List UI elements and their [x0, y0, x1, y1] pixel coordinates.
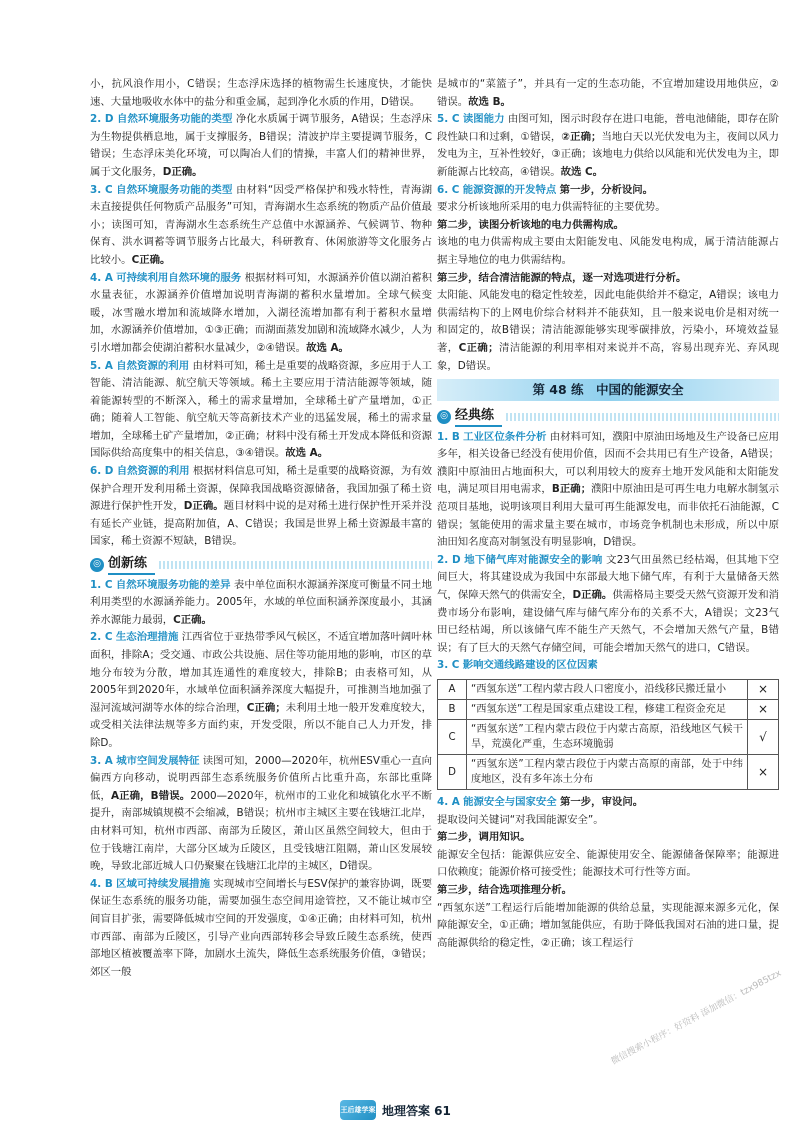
topic-tag: 自然环境服务功能的类型: [116, 113, 233, 126]
classic-item-2: 2. D 地下储气库对能源安全的影响 文23气田虽然已经枯竭，但其地下空间巨大，将其建设成为我国中东部最大地下储气库，有利于大量储备天然气，保障天然气的供需安全，D正确。供需格局主要受天然气资源开发和消费市场分布影响，建设储气库与储气库分布的关系不大，A错误；文23气田已经枯竭，所以该储气库不能生产天然气，不会增加天然气产量，B错误；有了巨大的天然气存储空间，可能会增加天然气的进口，C错误。: [437, 553, 780, 654]
paragraph: 太阳能、风能发电的稳定性较差，因此电能供给并不稳定，A错误；该电力供需结构下的上网电价综合材料并不能获知，且一般来说电价是相对统一和固定的，故B错误；清洁能源能够实现零碳排放，污染小，环境效益显著，C正确；清洁能源的利用率相对来说并不高，容易出现弃光、弃风现象，D错误。: [437, 289, 780, 372]
innov-item-3: 3. A 城市空间发展特征 读图可知，2000—2020年，杭州ESV重心一直向偏西方向移动，说明西部生态系统服务价值所占比重升高，东部比重降低，A正确，B错误。2000—2020年，杭州市的工业化和城镇化水平不断提升，南部城镇规模不会缩减，B错误；杭州市主城区主要在钱塘江北岸，由材料可知，杭州市西部、南部为丘陵区，萧山区虽然空间较大，但由于位于钱塘江南岸，大部分区域为丘陵区，且受钱塘江阻隔，萧山区发展较晚，导致北部近城人口仍聚聚在钱塘江北岸的主城区，D错误。: [90, 754, 433, 873]
topic-tag: 城市空间发展特征: [116, 754, 200, 767]
left-column: [90, 76, 432, 981]
paragraph: 是城市的“菜篮子”，并具有一定的生态功能，不宜增加建设用地供应，②错误。故选 B。: [437, 78, 779, 108]
option-letter: D: [438, 755, 467, 790]
step-heading: 第三步，结合清洁能源的特点，逐一对选项进行分析。: [437, 271, 687, 284]
classic-item-1: 1. B 工业区位条件分析 由材料可知，濮阳中原油田场地及生产设备已应用多年，相关设备已经没有使用价值，因而不会共用已有生产设备，A错误；濮阳中原油田占地面积大，可以利用较大的废弃土地开发风能和太阳能发电，满足项目用电需求，B正确；濮阳中原油田是可再生电力电解水制氢示范项目基地，说明该项目利用大量可再生能源发电，而非依托石油能源，C错误；氢能使用的需求量主要在城市，市场竞争机制也未形成，所以中原油田知名度高对制氢没有明显影响，D错误。: [437, 430, 780, 549]
option-text: “西氢东送”工程内蒙古段人口密度小，沿线移民搬迁量小: [467, 680, 748, 700]
table-row: [438, 680, 779, 700]
paragraph: 能源安全包括：能源供应安全、能源使用安全、能源储备保障率；能源进口依赖度；能源价格可接受性；能源技术可行性等方面。: [437, 848, 779, 879]
answer-item-3: 3. C 自然环境服务功能的类型 由材料“因受严格保护和残水特性，青海湖未直接提供任何物质产品服务”可知，青海湖水生态系统的物质产品价值最小；读图可知，青海湖水生态系统生产总值中水源涵养、气候调节、物种保育、洪水调蓄等调节服务占比最大，科研教育、休闲旅游等文化服务占比较小。C正确。: [90, 183, 432, 266]
topic-tag: 区域可持续发展措施: [116, 877, 211, 890]
option-mark: ×: [748, 755, 779, 790]
option-text: “西氢东送”工程内蒙古段位于内蒙古高原的南部，处于中纬度地区，没有多年冻土分布: [467, 755, 748, 790]
watermark-text: 微信搜索小程序：好资料 添加微信：tzx985tzx: [609, 968, 784, 1068]
lesson-title-band: 第 48 练 中国的能源安全: [437, 379, 779, 401]
answer-item-6: 6. D 自然资源的利用 根据材料信息可知，稀土是重要的战略资源，为有效保护合理开发利用稀土资源，保障我国战略资源储备，我国加强了稀土资源进行保护性开发，D正确。题目材料中说的是对稀土进行保护性开采并没有延长产业链，提高附加值，A、C错误；我国是世界上稀土资源最丰富的国家，稀土资源不短缺，B错误。: [90, 465, 433, 548]
section-title: 创新练: [108, 555, 155, 575]
section-decor-bar: [159, 561, 432, 569]
answer-item-6: 6. C 能源资源的开发特点 第一步，分析设问。: [437, 183, 654, 196]
answer-item-2: 2. D 自然环境服务功能的类型 净化水质属于调节服务，A错误；生态浮床为生物提供栖息地，属于支撑服务，B错误；清波护岸主要提调节服务，C错误；生态浮床美化环境，可以陶冶人们的情操，丰富人们的精神世界，属于文化服务，D正确。: [90, 113, 433, 178]
section-header-innovation: [90, 555, 432, 575]
table-row: [438, 755, 779, 790]
section-title: 经典练: [455, 407, 502, 427]
table-row: [438, 700, 779, 720]
option-letter: A: [438, 680, 467, 700]
classic-item-3: 3. C 影响交通线路建设的区位因素: [437, 659, 598, 672]
step-heading: 第三步，结合选项推理分析。: [437, 883, 573, 896]
option-text: “西氢东送”工程内蒙古段位于内蒙古高原，沿线地区气候干旱，荒漠化严重，生态环境脆弱: [467, 720, 748, 755]
topic-tag: 自然环境服务功能的类型: [116, 183, 233, 196]
innov-item-2: 2. C 生态治理措施 江西省位于亚热带季风气候区，不适宜增加落叶阔叶林面积，排除A；受交通、市政公共设施、居住等功能用地的影响，市区的草地分布较为分散，增加其连通性的难度较大，排除B；由表格可知，从2005年到2020年，水域单位面积涵养深度大幅提升，可推测当地加强了湿河流域河湖等水体的综合治理，C正确；未利用土地一般开发难度较大，或受相关法律法规等多方面约束，开发受限，所以不能自己人力开发，排除D。: [90, 631, 432, 749]
option-mark: ×: [748, 680, 779, 700]
step-heading: 第二步，调用知识。: [437, 831, 531, 844]
topic-tag: 影响交通线路建设的区位因素: [462, 659, 598, 672]
topic-tag: 能源资源的开发特点: [462, 183, 557, 196]
answer-item-5: 5. C 读图能力 由图可知，图示时段存在进口电能，普电池储能，即存在阶段性缺口和过剩，①错误，②正确；当地白天以光伏发电为主，夜间以风力发电为主，互补性较好，③正确；该地电力供给以风能和光伏发电为主，即新能源占比较高，④错误。故选 C。: [437, 113, 779, 178]
paragraph: 要求分析该地所采用的电力供需特征的主要优势。: [437, 201, 666, 214]
section-decor-bar: [506, 413, 779, 421]
topic-tag: 自然资源的利用: [116, 359, 190, 372]
step-heading: 第二步，读图分析该地的电力供需构成。: [437, 218, 625, 231]
option-mark: √: [748, 720, 779, 755]
classic-item-4: 4. A 能源安全与国家安全 第一步，审设问。: [437, 796, 644, 808]
section-header-classic: [437, 407, 779, 427]
option-letter: C: [438, 720, 467, 755]
topic-tag: 读图能力: [462, 113, 505, 126]
paragraph: “西氢东送”工程运行后能增加能源的供给总量，实现能源来源多元化，保障能源安全，①正确；增加氢能供应，有助于降低我国对石油的进口量，提高能源供给的稳定性，②正确；该工程运行: [437, 901, 779, 949]
publisher-logo: 王后雄学案: [340, 1100, 376, 1120]
section-badge-icon: ◎: [437, 410, 451, 424]
paragraph: 该地的电力供需构成主要由太阳能发电、风能发电构成，属于清洁能源占据主导地位的电力供需结构。: [437, 236, 779, 266]
page-number-label: 地理答案 61: [382, 1103, 451, 1118]
table-row: [438, 720, 779, 755]
option-text: “西氢东送”工程是国家重点建设工程，修建工程资金充足: [467, 700, 748, 720]
topic-tag: 自然环境服务功能的差异: [115, 578, 231, 591]
topic-tag: 自然资源的利用: [116, 465, 190, 478]
topic-tag: 能源安全与国家安全: [463, 796, 557, 808]
section-badge-icon: ◎: [90, 558, 104, 572]
answer-item-5: 5. A 自然资源的利用 由材料可知，稀土是重要的战略资源，多应用于人工智能、清洁能源、航空航天等领域。稀土主要应用于清洁能源等领域，随着能源转型的不断深入，稀土的需求量增加，全球稀土矿产量增加，①正确；随着人工智能、航空航天等高新技术产业的迅猛发展，稀土的需求量增加，全球稀土矿产量增加，②正确；材料中没有稀土开发成本降低和资源国际供给高度集中的相关信息，③④错误。故选 A。: [90, 359, 433, 460]
right-column: [437, 76, 779, 952]
topic-tag: 生态治理措施: [115, 631, 179, 644]
option-mark: ×: [748, 700, 779, 720]
option-analysis-table: [437, 679, 779, 790]
answer-item-4: 4. A 可持续利用自然环境的服务 根据材料可知，水源涵养价值以湖泊蓄积水量表征，水源涵养价值增加说明青海湖的蓄积水量增加。全球气候变暖，冰雪融水增加和流域降水增加，入湖径流增加都有利于蓄积水量增加，水源涵养价值增加，①③正确；而湖面蒸发加剧和流域降水减少，人为引水增加都会使湖泊蓄积水量减少，②④错误。故选 A。: [90, 271, 433, 354]
topic-tag: 地下储气库对能源安全的影响: [464, 553, 603, 566]
option-letter: B: [438, 700, 467, 720]
topic-tag: 工业区位条件分析: [463, 430, 547, 443]
innov-item-4: 4. B 区域可持续发展措施 实现城市空间增长与ESV保护的兼容协调，既要保证生态系统的服务功能，需要加强生态空间用途管控，又不能让城市空间盲目扩张，需要降低城市空间的开发强度，①④正确；由材料可知，杭州市西部、南部为丘陵区，引导产业向西部转移会导致丘陵生态系统，使西部地区植被覆盖率下降，加剧水土流失，降低生态系统服务价值，③错误；郊区一般: [90, 877, 432, 978]
topic-tag: 可持续利用自然环境的服务: [116, 271, 242, 284]
innov-item-1: 1. C 自然环境服务功能的差异 表中单位面积水源涵养深度可衡量不同土地利用类型的水源涵养能力。2005年，水域的单位面积涵养深度最小，其涵养水源能力最弱，C正确。: [90, 578, 433, 626]
paragraph: 小，抗风浪作用小，C错误；生态浮床选择的植物需生长速度快，才能快速、大量地吸收水体中的盐分和重金属，起到净化水质的作用，D错误。: [90, 78, 432, 108]
paragraph: 提取设问关键词“对我国能源安全”。: [437, 813, 604, 826]
page-footer: [340, 1100, 451, 1120]
